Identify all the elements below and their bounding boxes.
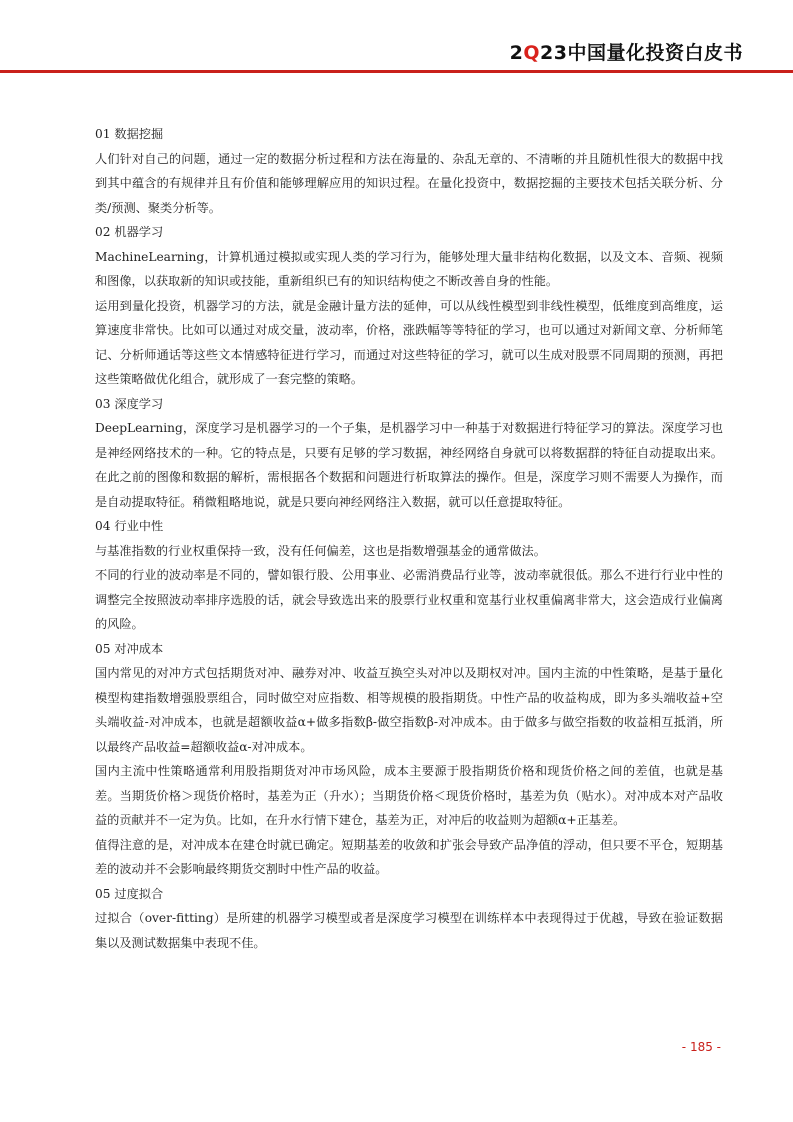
paragraph: 国内主流中性策略通常利用股指期货对冲市场风险，成本主要源于股指期货价格和现货价格之间的差值，也就是基差。当期货价格＞现货价格时，基差为正（升水）；当期货价格＜现货价格时，基差为负（贴水）。对冲成本对产品收益的贡献并不一定为负。比如，在升水行情下建仓，基差为正，对冲后的收益则为超额α+正基差。 bbox=[95, 764, 723, 827]
paragraph: DeepLearning，深度学习是机器学习的一个子集，是机器学习中一种基于对数据进行特征学习的算法。深度学习也是神经网络技术的一种。它的特点是，只要有足够的学习数据，神经网络自身就可以将数据群的特征自动提取出来。在此之前的图像和数据的解析，需根据各个数据和问题进行析取算法的操作。但是，深度学习则不需要人为操作，而是自动提取特征。稍微粗略地说，就是只要向神经网络注入数据，就可以任意提取特征。 bbox=[95, 421, 723, 509]
paragraph: 人们针对自己的问题，通过一定的数据分析过程和方法在海量的、杂乱无章的、不清晰的并且随机性很大的数据中找到其中蕴含的有规律并且有价值和能够理解应用的知识过程。在量化投资中，数据挖掘的主要技术包括关联分析、分类/预测、聚类分析等。 bbox=[95, 151, 723, 215]
section-heading: 02 机器学习 bbox=[95, 225, 164, 239]
section-heading: 01 数据挖掘 bbox=[95, 127, 164, 141]
document-header-title bbox=[510, 38, 743, 65]
header-title-rest: 23中国量化投资白皮书 bbox=[540, 42, 743, 64]
page-number: - 185 - bbox=[681, 1040, 721, 1054]
paragraph: MachineLearning，计算机通过模拟或实现人类的学习行为，能够处理大量非结构化数据，以及文本、音频、视频和图像，以获取新的知识或技能，重新组织已有的知识结构使之不断改善自身的性能。 bbox=[95, 249, 723, 288]
header-rule bbox=[0, 70, 793, 73]
document-body bbox=[95, 122, 723, 955]
section-heading: 04 行业中性 bbox=[95, 519, 164, 533]
paragraph: 与基准指数的行业权重保持一致，没有任何偏差，这也是指数增强基金的通常做法。 bbox=[95, 543, 546, 558]
paragraph: 运用到量化投资，机器学习的方法，就是金融计量方法的延伸，可以从线性模型到非线性模型，低维度到高维度，运算速度非常快。比如可以通过对成交量，波动率，价格，涨跌幅等等特征的学习，也可以通过对新闻文章、分析师笔记、分析师通话等这些文本情感特征进行学习，而通过对这些特征的学习，就可以生成对股票不同周期的预测，再把这些策略做优化组合，就形成了一套完整的策略。 bbox=[95, 298, 723, 386]
paragraph: 不同的行业的波动率是不同的，譬如银行股、公用事业、必需消费品行业等，波动率就很低。那么不进行行业中性的调整完全按照波动率排序选股的话，就会导致选出来的股票行业权重和宽基行业权重偏离非常大，这会造成行业偏离的风险。 bbox=[95, 568, 723, 631]
header-title-prefix: 2 bbox=[509, 42, 524, 64]
paragraph: 值得注意的是，对冲成本在建仓时就已确定。短期基差的收敛和扩张会导致产品净值的浮动，但只要不平仓，短期基差的波动并不会影响最终期货交割时中性产品的收益。 bbox=[95, 837, 723, 876]
section-heading: 05 对冲成本 bbox=[95, 641, 164, 656]
paragraph: 过拟合（over-fitting）是所建的机器学习模型或者是深度学习模型在训练样本中表现得过于优越，导致在验证数据集以及测试数据集中表现不佳。 bbox=[95, 911, 723, 950]
section-heading: 03 深度学习 bbox=[95, 396, 164, 411]
paragraph: 国内常见的对冲方式包括期货对冲、融券对冲、收益互换空头对冲以及期权对冲。国内主流的中性策略，是基于量化模型构建指数增强股票组合，同时做空对应指数、相等规模的股指期货。中性产品的收益构成，即为多头端收益+空头端收益-对冲成本，也就是超额收益α+做多指数β-做空指数β-对冲成本。由于做多与做空指数的收益相互抵消，所以最终产品收益=超额收益α-对冲成本。 bbox=[95, 666, 723, 754]
header-title-accent: Q bbox=[523, 42, 541, 64]
section-heading: 05 过度拟合 bbox=[95, 886, 164, 901]
